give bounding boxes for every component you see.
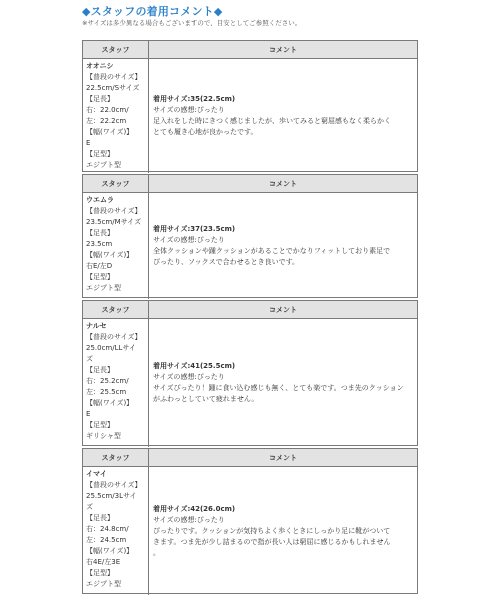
table-header [83,301,417,319]
staff-detail: 左：22.2cm [86,117,127,125]
section-title: ◆スタッフの着用コメント◆ [82,5,223,18]
staff-detail: 【幅(ワイズ)】 [86,547,134,555]
staff-comment-block [82,174,418,298]
comment-cell [149,319,417,447]
staff-detail: 左：25.5cm [86,388,127,396]
staff-cell [83,319,149,447]
staff-detail: ギリシャ型 [86,432,121,440]
staff-detail: 右：25.2cm/ [86,377,129,385]
staff-detail: ズ [86,355,93,363]
staff-detail: 22.5cm/Sサイズ [86,84,140,92]
staff-detail: 【足長】 [86,514,114,522]
comment-line: きます。つま先が少し詰まるので指が長い人は窮屈に感じるかもしれません [153,537,391,546]
staff-detail: 【足型】 [86,421,114,429]
comment-cell [149,467,417,595]
comment-line: 足入れをした時にきつく感じましたが、歩いてみると窮屈感もなく柔らかく [153,117,391,125]
staff-detail: 25.5cm/3Lサイ [86,492,137,500]
staff-detail: 右4E/左3E [86,558,121,566]
staff-detail: 【普段のサイズ】 [86,333,142,341]
comment-column-header: コメント [269,45,297,54]
staff-column-header: スタッフ [83,301,149,318]
staff-detail: 右：24.8cm/ [86,525,129,533]
size-note: ※サイズは多少異なる場合もございますので、目安としてご参照ください。 [82,19,302,27]
staff-name: イマイ [86,470,107,478]
wear-size: 着用サイズ:35(22.5cm) [153,95,236,103]
staff-detail: 【足長】 [86,366,114,374]
staff-detail: 25.0cm/LLサイ [86,344,136,352]
staff-detail: 23.5cm [86,240,113,248]
staff-column-header: スタッフ [83,449,149,466]
staff-name: ナルセ [86,322,107,330]
staff-detail: E [86,139,91,147]
staff-cell [83,193,149,299]
staff-detail: ズ [86,503,93,511]
staff-detail: 【幅(ワイズ)】 [86,128,134,136]
staff-cell [83,467,149,595]
comment-cell [149,59,417,173]
comment-line: ぴったりです。クッションが気持ちよく歩くときにしっかり足に靴がついて [153,526,391,535]
staff-detail: 【普段のサイズ】 [86,73,142,81]
staff-name: ウエムラ [86,196,114,204]
comment-line: ぴったり、ソックスで合わせるとき良いです。 [153,258,300,266]
comment-cell [149,193,417,299]
comment-line: サイズの感想:ぴったり [153,515,225,524]
staff-detail: 【普段のサイズ】 [86,207,142,215]
comment-line: 全体クッションや踵クッションがあることでかなりフィットしており素足で [153,247,391,255]
table-row [83,467,417,595]
table-row [83,59,417,173]
staff-detail: 【足長】 [86,229,114,237]
wear-size: 着用サイズ:41(25.5cm) [153,362,236,370]
table-row [83,319,417,447]
comment-line: 。 [153,548,160,557]
comment-line: サイズの感想:ぴったり [153,373,225,381]
wear-size: 着用サイズ:37(23.5cm) [153,225,236,233]
staff-detail: 右E/左D [86,262,113,270]
staff-detail: 23.5cm/Mサイズ [86,218,142,226]
staff-comment-block [82,40,418,172]
table-header [83,41,417,59]
staff-detail: 【足型】 [86,150,114,158]
comment-column-header: コメント [269,453,297,462]
staff-comment-block [82,448,418,594]
comment-column-header: コメント [269,179,297,188]
comment-line: サイズの感想:ぴったり [153,236,225,244]
staff-detail: 【足型】 [86,273,114,281]
staff-detail: 【足長】 [86,95,114,103]
staff-cell [83,59,149,173]
staff-detail: 【幅(ワイズ)】 [86,399,134,407]
staff-detail: 左：24.5cm [86,536,127,544]
staff-detail: 【幅(ワイズ)】 [86,251,134,259]
wear-size: 着用サイズ:42(26.0cm) [153,504,236,513]
staff-detail: 【足型】 [86,569,114,577]
staff-column-header: スタッフ [83,41,149,58]
staff-detail: エジプト型 [86,284,121,292]
table-row [83,193,417,299]
staff-detail: エジプト型 [86,580,121,588]
staff-comment-block [82,300,418,446]
staff-detail: 【普段のサイズ】 [86,481,142,489]
comment-line: サイズの感想:ぴったり [153,106,225,114]
comment-line: とても履き心地が良かったです。 [153,128,258,136]
comment-line: サイズぴったり！踵に食い込む感じも無く、とても楽です。つま先のクッション [153,384,404,392]
table-header [83,175,417,193]
staff-detail: 右：22.0cm/ [86,106,129,114]
staff-detail: エジプト型 [86,161,121,169]
staff-detail: E [86,410,91,418]
comment-column-header: コメント [269,305,297,314]
staff-column-header: スタッフ [83,175,149,192]
staff-name: オオニシ [86,62,114,70]
comment-line: がふわっとしていて疲れません。 [153,395,259,403]
table-header [83,449,417,467]
